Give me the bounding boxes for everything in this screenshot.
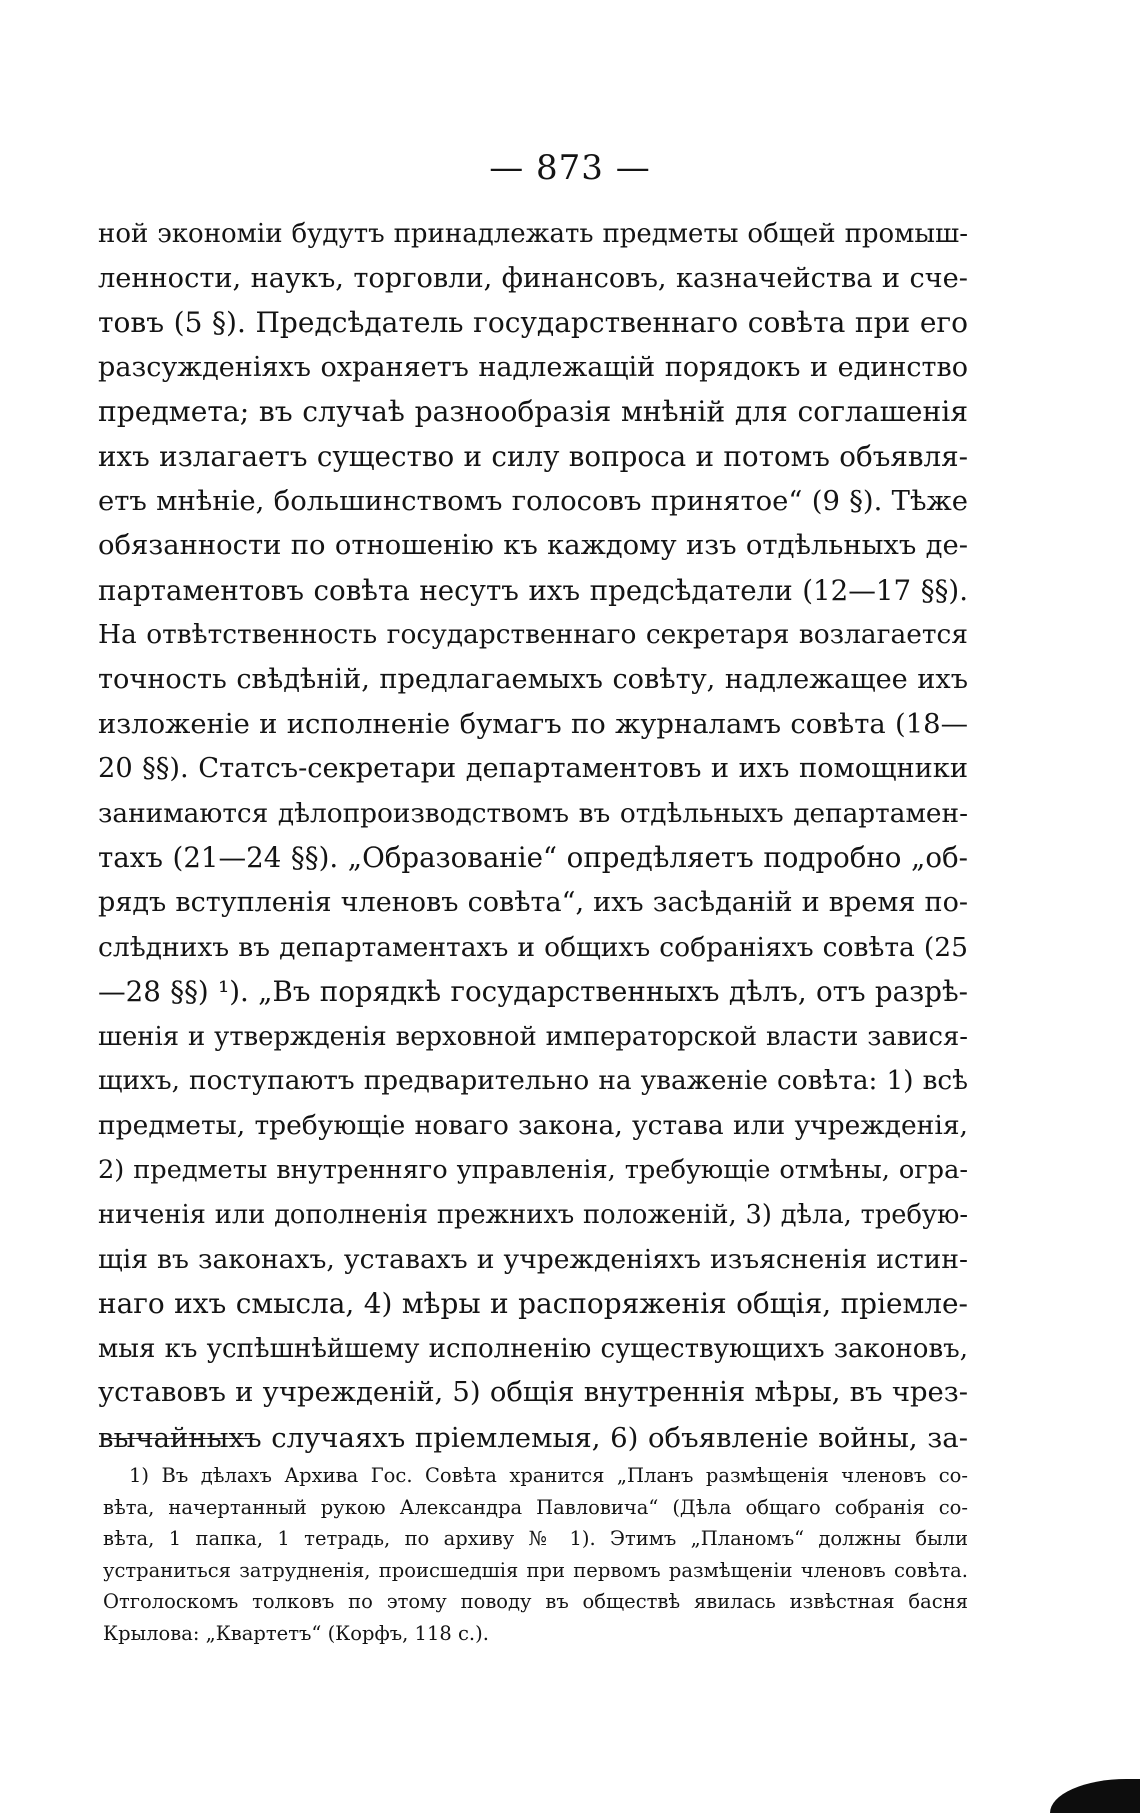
text-line: шенія и утвержденія верховной императорской власти завися- [98,1021,968,1052]
text-line: уставовъ и учрежденій, 5) общія внутреннія мѣры, въ чрез- [98,1377,968,1409]
page-number: — 873 — [489,148,651,188]
text-line: 20 §§). Статсъ-секретари департаментовъ и ихъ помощники [98,753,968,785]
text-line: щихъ, поступаютъ предварительно на уваженіе совѣта: 1) всѣ [98,1066,968,1097]
text-line: слѣднихъ въ департаментахъ и общихъ собраніяхъ совѣта (25 [98,931,968,963]
footnote-line: вѣта, начертанный рукою Александра Павловича“ (Дѣла общаго собранія со- [103,1495,968,1519]
text-line: —28 §§) ¹). „Въ порядкѣ государственныхъ дѣлъ, отъ разрѣ- [98,975,968,1009]
text-line: щія въ законахъ, уставахъ и учрежденіяхъ изъясненія истин- [98,1243,968,1275]
text-line: разсужденіяхъ охраняетъ надлежащій порядокъ и единство [98,351,968,383]
text-line: предмета; въ случаѣ разнообразія мнѣній для соглашенія [98,395,968,429]
text-line: вычайныхъ случаяхъ пріемлемыя, 6) объявленіе войны, за- [98,1422,968,1455]
footnote [103,1460,968,1649]
text-line: рядъ вступленія членовъ совѣта“, ихъ засѣданій и время по- [98,886,968,918]
text-line: етъ мнѣніе, большинствомъ голосовъ принятое“ (9 §). Тѣже [98,485,968,517]
text-line: На отвѣтственность государственнаго секретаря возлагается [98,619,968,651]
text-line: партаментовъ совѣта несутъ ихъ предсѣдатели (12—17 §§). [98,573,968,607]
text-line: 2) предметы внутренняго управленія, требующіе отмѣны, огра- [98,1155,968,1186]
text-line: обязанности по отношенію къ каждому изъ отдѣльныхъ де- [98,530,968,562]
text-line: товъ (5 §). Предсѣдатель государственнаго совѣта при его [98,306,968,340]
text-line: изложеніе и исполненіе бумагъ по журналамъ совѣта (18— [98,708,968,740]
text-line: мыя къ успѣшнѣйшему исполненію существующихъ законовъ, [98,1333,968,1364]
text-line: тахъ (21—24 §§). „Образованіе“ опредѣляетъ подробно „об- [98,841,968,875]
text-line: ниченія или дополненія прежнихъ положеній, 3) дѣла, требую- [98,1200,968,1231]
footnote-line: устраниться затрудненія, происшедшія при первомъ размѣщеніи членовъ совѣта. [103,1558,968,1582]
footnote-line: Крылова: „Квартетъ“ (Корфъ, 118 с.). [103,1621,489,1645]
text-line: ной экономіи будутъ принадлежать предметы общей промыш- [98,219,968,249]
main-text [98,212,968,1461]
text-line: предметы, требующіе новаго закона, устава или учрежденія, [98,1109,968,1141]
footnote-rule [103,1438,253,1439]
text-line: ихъ излагаетъ существо и силу вопроса и потомъ объявля- [98,439,968,473]
text-line: наго ихъ смысла, 4) мѣры и распоряженія общія, пріемле- [98,1287,968,1321]
text-line: занимаются дѣлопроизводствомъ въ отдѣльныхъ департамен- [98,798,968,829]
footnote-line: вѣта, 1 папка, 1 тетрадь, по архиву № 1). Этимъ „Планомъ“ должны были [103,1527,968,1550]
footnote-line: Отголоскомъ толковъ по этому поводу въ обществѣ явилась извѣстная басня [103,1590,968,1613]
ink-blot [1050,1779,1140,1813]
text-line: ленности, наукъ, торговли, финансовъ, казначейства и сче- [98,262,968,294]
text-line: точность свѣдѣній, предлагаемыхъ совѣту, надлежащее ихъ [98,663,968,695]
footnote-line: 1) Въ дѣлахъ Архива Гос. Совѣта хранится „Планъ размѣщенія членовъ со- [129,1464,968,1487]
